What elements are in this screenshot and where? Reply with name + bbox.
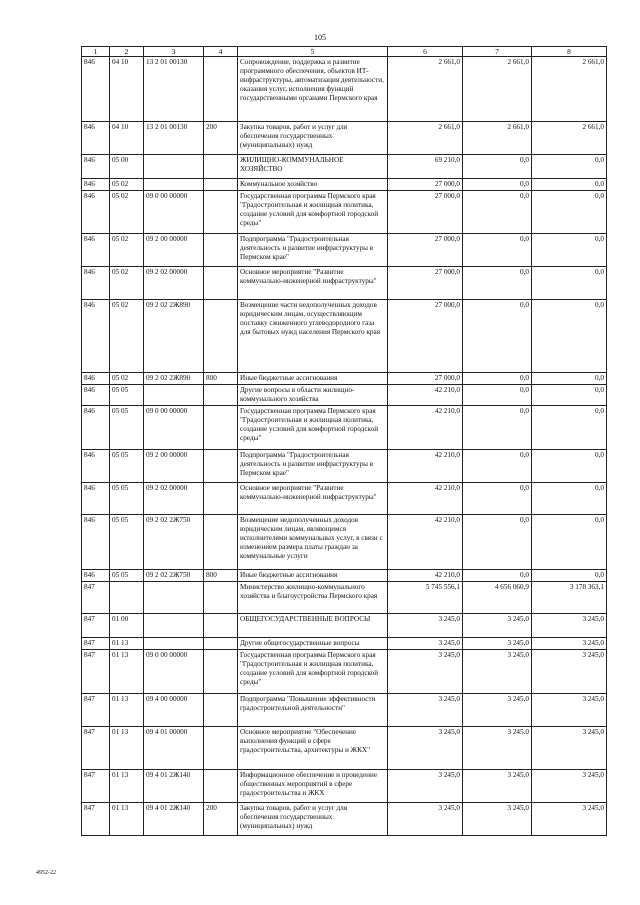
section-code-cell: 05 02 (110, 234, 144, 267)
expense-type-cell: 200 (204, 122, 238, 155)
amount-year2-cell: 0,0 (463, 450, 532, 483)
item-name-cell: Сопровождение, поддержка и развитие программного обеспечения, объектов ИТ-инфраструктуры, автоматизация деятельности, оказания услуг, исполнения функций государственными органами Пермского края (238, 57, 388, 122)
target-article-cell (144, 179, 204, 191)
item-name-cell: Государственная программа Пермского края "Градостроительная и жилищная политика, создание условий для комфортной городской среды" (238, 650, 388, 694)
table-row (82, 803, 607, 836)
amount-year2-cell: 0,0 (463, 191, 532, 234)
amount-year1-cell: 5 745 556,1 (388, 582, 463, 614)
target-article-cell: 13 2 01 00130 (144, 57, 204, 122)
amount-year1-cell: 27 000,0 (388, 300, 463, 373)
amount-year3-cell: 3 245,0 (532, 650, 607, 694)
amount-year2-cell: 2 661,0 (463, 122, 532, 155)
column-header: 4 (204, 47, 238, 57)
expense-type-cell (204, 483, 238, 515)
table-row (82, 406, 607, 450)
item-name-cell: Министерство жилищно-коммунального хозяйства и благоустройства Пермского края (238, 582, 388, 614)
target-article-cell: 09 0 00 00000 (144, 650, 204, 694)
table-row (82, 694, 607, 727)
admin-code-cell: 846 (82, 385, 110, 406)
expense-type-cell (204, 614, 238, 638)
amount-year3-cell: 0,0 (532, 373, 607, 385)
expense-type-cell (204, 638, 238, 650)
amount-year1-cell: 2 661,0 (388, 57, 463, 122)
amount-year1-cell: 42 210,0 (388, 406, 463, 450)
admin-code-cell: 846 (82, 570, 110, 582)
table-row (82, 450, 607, 483)
item-name-cell: Коммунальное хозяйство (238, 179, 388, 191)
amount-year3-cell: 3 245,0 (532, 770, 607, 803)
table-row (82, 515, 607, 570)
table-body (82, 57, 607, 836)
amount-year2-cell: 3 245,0 (463, 638, 532, 650)
item-name-cell: Закупка товаров, работ и услуг для обеспечения государственных (муниципальных) нужд (238, 122, 388, 155)
table-row (82, 122, 607, 155)
table-row (82, 234, 607, 267)
target-article-cell: 13 2 01 00130 (144, 122, 204, 155)
table-row (82, 300, 607, 373)
amount-year2-cell: 3 245,0 (463, 694, 532, 727)
admin-code-cell: 847 (82, 770, 110, 803)
admin-code-cell: 846 (82, 191, 110, 234)
table-row (82, 582, 607, 614)
item-name-cell: Государственная программа Пермского края "Градостроительная и жилищная политика, создание условий для комфортной городской среды" (238, 191, 388, 234)
item-name-cell: ЖИЛИЩНО-КОММУНАЛЬНОЕ ХОЗЯЙСТВО (238, 155, 388, 179)
table-row (82, 650, 607, 694)
section-code-cell: 05 05 (110, 570, 144, 582)
item-name-cell: Информационное обеспечение и проведение общественных мероприятий в сфере градостроительства и ЖКХ (238, 770, 388, 803)
amount-year2-cell: 0,0 (463, 570, 532, 582)
section-code-cell: 01 13 (110, 770, 144, 803)
target-article-cell (144, 385, 204, 406)
amount-year1-cell: 3 245,0 (388, 614, 463, 638)
section-code-cell: 05 02 (110, 373, 144, 385)
amount-year1-cell: 2 661,0 (388, 122, 463, 155)
table-row (82, 770, 607, 803)
amount-year3-cell: 3 245,0 (532, 638, 607, 650)
amount-year2-cell: 3 245,0 (463, 650, 532, 694)
item-name-cell: Государственная программа Пермского края "Градостроительная и жилищная политика, создание условий для комфортной городской среды" (238, 406, 388, 450)
table-row (82, 57, 607, 122)
amount-year3-cell: 0,0 (532, 406, 607, 450)
table-row (82, 155, 607, 179)
table-row (82, 570, 607, 582)
amount-year2-cell: 0,0 (463, 267, 532, 300)
expense-type-cell (204, 582, 238, 614)
item-name-cell: Другие вопросы в области жилищно-коммунального хозяйства (238, 385, 388, 406)
target-article-cell: 09 2 02 2Ж890 (144, 300, 204, 373)
amount-year2-cell: 0,0 (463, 406, 532, 450)
amount-year2-cell: 4 656 060,9 (463, 582, 532, 614)
section-code-cell: 05 05 (110, 483, 144, 515)
item-name-cell: Возмещение части недополученных доходов юридическим лицам, осуществляющим поставку сжиженного углеводородного газа для бытовых нужд населения Пермского края (238, 300, 388, 373)
admin-code-cell: 846 (82, 234, 110, 267)
admin-code-cell: 846 (82, 122, 110, 155)
expense-type-cell (204, 727, 238, 770)
target-article-cell: 09 4 01 00000 (144, 727, 204, 770)
expense-type-cell (204, 515, 238, 570)
item-name-cell: Основное мероприятие "Развитие коммунально-инженерной инфраструктуры" (238, 267, 388, 300)
target-article-cell (144, 155, 204, 179)
target-article-cell: 09 4 01 2Ж140 (144, 770, 204, 803)
amount-year1-cell: 3 245,0 (388, 727, 463, 770)
amount-year2-cell: 0,0 (463, 385, 532, 406)
amount-year3-cell: 0,0 (532, 155, 607, 179)
target-article-cell: 09 0 00 00000 (144, 191, 204, 234)
amount-year3-cell: 0,0 (532, 191, 607, 234)
column-header: 5 (238, 47, 388, 57)
admin-code-cell: 846 (82, 155, 110, 179)
admin-code-cell: 846 (82, 450, 110, 483)
column-header: 7 (463, 47, 532, 57)
amount-year3-cell: 0,0 (532, 450, 607, 483)
expense-type-cell (204, 385, 238, 406)
amount-year3-cell: 3 178 363,1 (532, 582, 607, 614)
amount-year3-cell: 0,0 (532, 385, 607, 406)
table-row (82, 638, 607, 650)
amount-year1-cell: 27 000,0 (388, 373, 463, 385)
amount-year1-cell: 42 210,0 (388, 570, 463, 582)
item-name-cell: Иные бюджетные ассигнования (238, 373, 388, 385)
table-header-row (82, 47, 607, 57)
section-code-cell: 01 13 (110, 727, 144, 770)
amount-year2-cell: 0,0 (463, 300, 532, 373)
admin-code-cell: 847 (82, 727, 110, 770)
amount-year3-cell: 0,0 (532, 570, 607, 582)
amount-year3-cell: 0,0 (532, 234, 607, 267)
admin-code-cell: 846 (82, 179, 110, 191)
admin-code-cell: 847 (82, 694, 110, 727)
item-name-cell: ОБЩЕГОСУДАРСТВЕННЫЕ ВОПРОСЫ (238, 614, 388, 638)
table-row (82, 179, 607, 191)
target-article-cell: 09 2 02 2Ж750 (144, 515, 204, 570)
amount-year3-cell: 2 661,0 (532, 57, 607, 122)
target-article-cell: 09 2 00 00000 (144, 234, 204, 267)
amount-year2-cell: 0,0 (463, 179, 532, 191)
section-code-cell: 05 02 (110, 267, 144, 300)
table-row (82, 373, 607, 385)
expense-type-cell (204, 267, 238, 300)
expense-type-cell: 800 (204, 373, 238, 385)
table-row (82, 727, 607, 770)
item-name-cell: Возмещение недополученных доходов юридическим лицам, являющимся исполнителями коммунальных услуг, в связи с изменением размера платы граждан за коммунальные услуги (238, 515, 388, 570)
amount-year1-cell: 3 245,0 (388, 650, 463, 694)
table-row (82, 267, 607, 300)
section-code-cell: 05 05 (110, 450, 144, 483)
section-code-cell: 01 13 (110, 650, 144, 694)
expense-type-cell (204, 406, 238, 450)
admin-code-cell: 846 (82, 406, 110, 450)
amount-year2-cell: 0,0 (463, 155, 532, 179)
amount-year1-cell: 42 210,0 (388, 483, 463, 515)
target-article-cell: 09 4 00 00000 (144, 694, 204, 727)
amount-year1-cell: 3 245,0 (388, 770, 463, 803)
table-row (82, 483, 607, 515)
admin-code-cell: 847 (82, 582, 110, 614)
admin-code-cell: 846 (82, 267, 110, 300)
amount-year3-cell: 3 245,0 (532, 727, 607, 770)
item-name-cell: Основное мероприятие "Развитие коммунально-инженерной инфраструктуры" (238, 483, 388, 515)
amount-year1-cell: 27 000,0 (388, 234, 463, 267)
amount-year2-cell: 2 661,0 (463, 57, 532, 122)
amount-year1-cell: 27 000,0 (388, 179, 463, 191)
item-name-cell: Основное мероприятие "Обеспечение выполнения функций в сфере градостроительства, архитектуры и ЖКХ" (238, 727, 388, 770)
table-row (82, 191, 607, 234)
column-header: 8 (532, 47, 607, 57)
admin-code-cell: 846 (82, 515, 110, 570)
expense-type-cell: 200 (204, 803, 238, 836)
table-row (82, 385, 607, 406)
amount-year3-cell: 0,0 (532, 300, 607, 373)
item-name-cell: Подпрограмма "Градостроительная деятельность и развитие инфраструктуры в Пермском крае" (238, 450, 388, 483)
section-code-cell: 01 00 (110, 614, 144, 638)
expense-type-cell (204, 191, 238, 234)
column-header: 2 (110, 47, 144, 57)
amount-year2-cell: 3 245,0 (463, 770, 532, 803)
section-code-cell: 01 13 (110, 638, 144, 650)
target-article-cell: 09 2 00 00000 (144, 450, 204, 483)
target-article-cell (144, 614, 204, 638)
section-code-cell: 04 10 (110, 122, 144, 155)
amount-year1-cell: 3 245,0 (388, 638, 463, 650)
amount-year1-cell: 27 000,0 (388, 267, 463, 300)
section-code-cell: 05 00 (110, 155, 144, 179)
amount-year2-cell: 0,0 (463, 373, 532, 385)
expense-type-cell (204, 450, 238, 483)
section-code-cell: 05 05 (110, 515, 144, 570)
amount-year2-cell: 0,0 (463, 515, 532, 570)
amount-year3-cell: 3 245,0 (532, 614, 607, 638)
amount-year3-cell: 0,0 (532, 483, 607, 515)
page-number: 105 (314, 33, 326, 42)
amount-year1-cell: 3 245,0 (388, 803, 463, 836)
footer-code: 4952-22 (36, 870, 56, 876)
amount-year1-cell: 27 000,0 (388, 191, 463, 234)
admin-code-cell: 846 (82, 373, 110, 385)
amount-year2-cell: 3 245,0 (463, 803, 532, 836)
section-code-cell: 05 02 (110, 300, 144, 373)
amount-year1-cell: 42 210,0 (388, 515, 463, 570)
section-code-cell: 05 02 (110, 179, 144, 191)
amount-year3-cell: 0,0 (532, 267, 607, 300)
section-code-cell: 05 02 (110, 191, 144, 234)
admin-code-cell: 847 (82, 650, 110, 694)
admin-code-cell: 846 (82, 57, 110, 122)
target-article-cell: 09 2 02 00000 (144, 483, 204, 515)
expense-type-cell (204, 234, 238, 267)
admin-code-cell: 846 (82, 483, 110, 515)
column-header: 1 (82, 47, 110, 57)
amount-year3-cell: 3 245,0 (532, 803, 607, 836)
item-name-cell: Закупка товаров, работ и услуг для обеспечения государственных (муниципальных) нужд (238, 803, 388, 836)
section-code-cell: 04 10 (110, 57, 144, 122)
expense-type-cell (204, 155, 238, 179)
amount-year2-cell: 3 245,0 (463, 614, 532, 638)
section-code-cell: 05 05 (110, 385, 144, 406)
expense-type-cell: 800 (204, 570, 238, 582)
section-code-cell (110, 582, 144, 614)
amount-year1-cell: 69 210,0 (388, 155, 463, 179)
amount-year3-cell: 0,0 (532, 179, 607, 191)
expense-type-cell (204, 770, 238, 803)
admin-code-cell: 847 (82, 638, 110, 650)
expense-type-cell (204, 57, 238, 122)
item-name-cell: Подпрограмма "Повышение эффективности градостроительной деятельности" (238, 694, 388, 727)
amount-year3-cell: 2 661,0 (532, 122, 607, 155)
amount-year2-cell: 0,0 (463, 234, 532, 267)
section-code-cell: 01 13 (110, 803, 144, 836)
item-name-cell: Подпрограмма "Градостроительная деятельность и развитие инфраструктуры в Пермском крае" (238, 234, 388, 267)
amount-year1-cell: 42 210,0 (388, 385, 463, 406)
amount-year3-cell: 0,0 (532, 515, 607, 570)
target-article-cell (144, 638, 204, 650)
amount-year1-cell: 42 210,0 (388, 450, 463, 483)
amount-year2-cell: 3 245,0 (463, 727, 532, 770)
section-code-cell: 01 13 (110, 694, 144, 727)
item-name-cell: Иные бюджетные ассигнования (238, 570, 388, 582)
admin-code-cell: 847 (82, 614, 110, 638)
budget-table (81, 46, 607, 836)
target-article-cell: 09 2 02 2Ж750 (144, 570, 204, 582)
item-name-cell: Другие общегосударственные вопросы (238, 638, 388, 650)
admin-code-cell: 847 (82, 803, 110, 836)
expense-type-cell (204, 650, 238, 694)
expense-type-cell (204, 300, 238, 373)
expense-type-cell (204, 179, 238, 191)
target-article-cell (144, 582, 204, 614)
target-article-cell: 09 2 02 2Ж890 (144, 373, 204, 385)
expense-type-cell (204, 694, 238, 727)
section-code-cell: 05 05 (110, 406, 144, 450)
column-header: 3 (144, 47, 204, 57)
amount-year3-cell: 3 245,0 (532, 694, 607, 727)
target-article-cell: 09 0 00 00000 (144, 406, 204, 450)
target-article-cell: 09 4 01 2Ж140 (144, 803, 204, 836)
amount-year2-cell: 0,0 (463, 483, 532, 515)
column-header: 6 (388, 47, 463, 57)
amount-year1-cell: 3 245,0 (388, 694, 463, 727)
admin-code-cell: 846 (82, 300, 110, 373)
table-row (82, 614, 607, 638)
target-article-cell: 09 2 02 00000 (144, 267, 204, 300)
